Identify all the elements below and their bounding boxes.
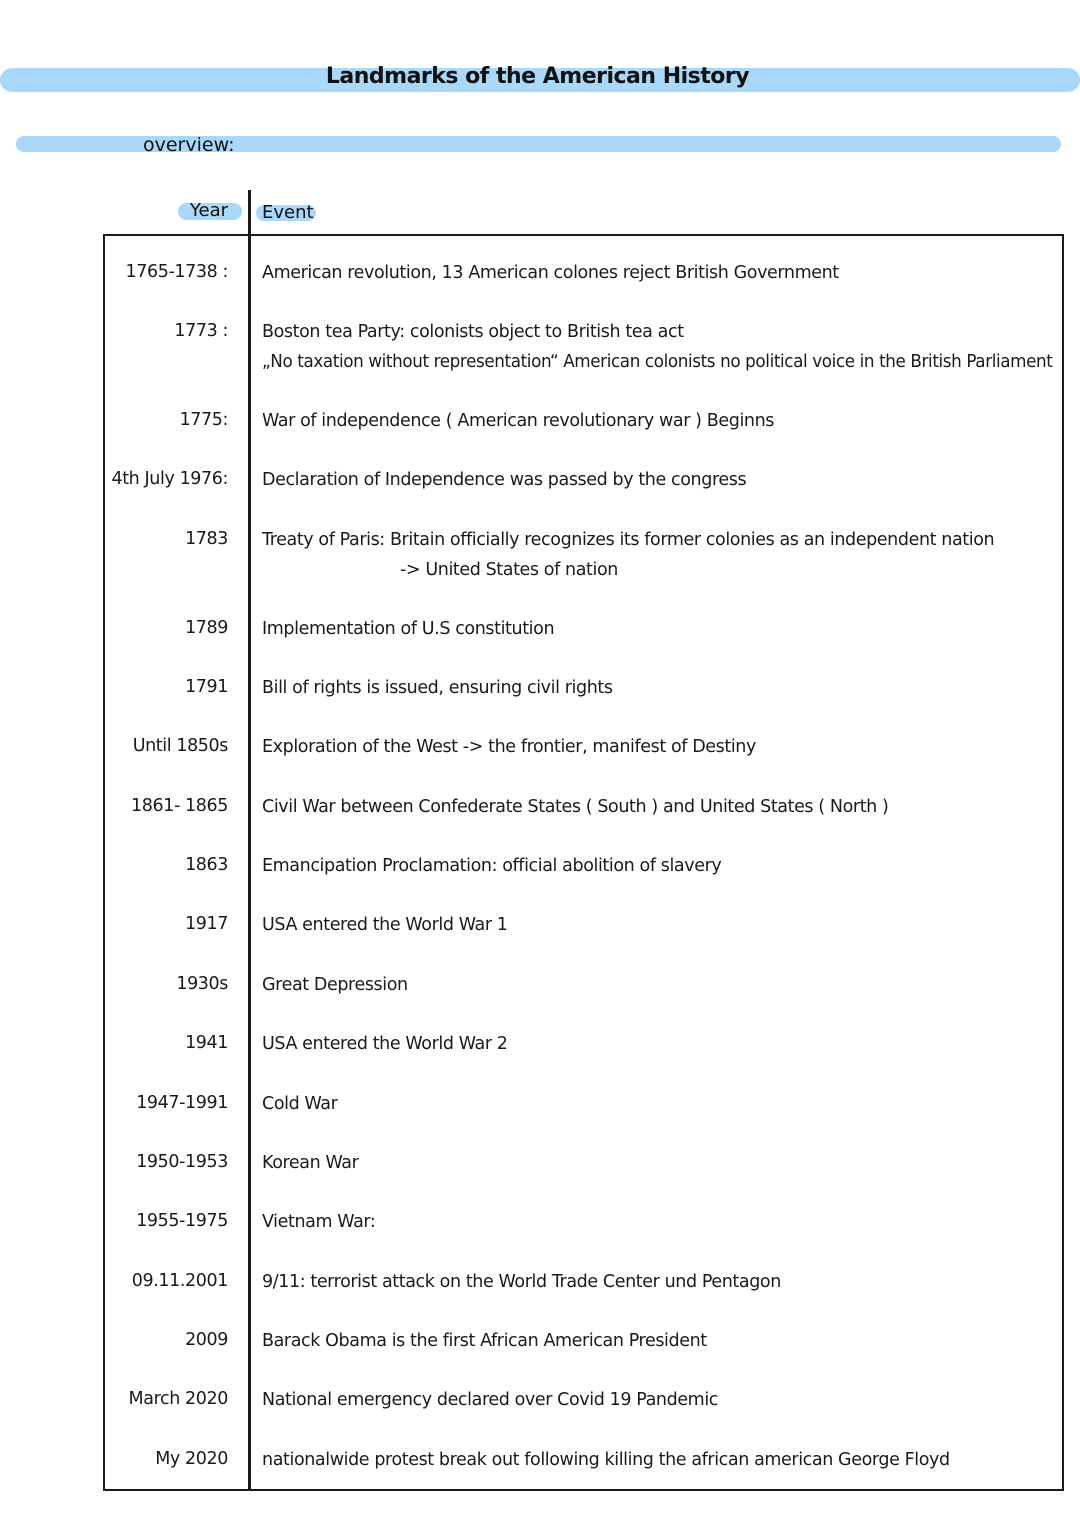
- row-year: 1775:: [179, 410, 228, 430]
- row-event: Civil War between Confederate States ( South ) and United States ( North ): [262, 797, 889, 817]
- row-year: 2009: [185, 1330, 228, 1350]
- row-year: 1863: [185, 855, 228, 875]
- row-event: USA entered the World War 2: [262, 1034, 508, 1054]
- row-event-continuation: „No taxation without representation“ American colonists no political voice in the British Parliament: [262, 352, 1053, 372]
- overview-label: overview:: [143, 134, 235, 156]
- row-event: National emergency declared over Covid 19 Pandemic: [262, 1390, 719, 1410]
- row-event: Bill of rights is issued, ensuring civil rights: [262, 678, 613, 698]
- row-event: Exploration of the West -> the frontier, manifest of Destiny: [262, 737, 756, 757]
- row-event: Emancipation Proclamation: official abolition of slavery: [262, 856, 722, 876]
- row-year: 1941: [185, 1033, 228, 1053]
- row-year: 1955-1975: [136, 1211, 228, 1231]
- row-event: Korean War: [262, 1153, 359, 1173]
- row-year: 1783: [185, 529, 228, 549]
- row-event: Cold War: [262, 1094, 338, 1114]
- row-year: 1789: [185, 618, 228, 638]
- row-event: Barack Obama is the first African American President: [262, 1331, 707, 1351]
- row-event: nationalwide protest break out following killing the african american George Floyd: [262, 1450, 950, 1470]
- row-event: War of independence ( American revolutionary war ) Beginns: [262, 411, 775, 431]
- row-event: American revolution, 13 American colones reject British Government: [262, 263, 839, 283]
- row-event: Vietnam War:: [262, 1212, 376, 1232]
- page-title: Landmarks of the American History: [325, 64, 750, 89]
- row-event-continuation: -> United States of nation: [400, 560, 618, 580]
- row-event: 9/11: terrorist attack on the World Trade Center und Pentagon: [262, 1272, 781, 1292]
- column-divider: [248, 190, 251, 1489]
- row-year: Until 1850s: [132, 736, 228, 756]
- row-year: 1773 :: [174, 321, 228, 341]
- row-year: 1947-1991: [136, 1093, 228, 1113]
- row-year: 1917: [185, 914, 228, 934]
- row-year: My 2020: [155, 1449, 228, 1469]
- row-year: 4th July 1976:: [111, 469, 228, 489]
- row-year: 1765-1738 :: [125, 262, 228, 282]
- row-year: March 2020: [128, 1389, 228, 1409]
- row-year: 09.11.2001: [131, 1271, 228, 1291]
- row-event: USA entered the World War 1: [262, 915, 508, 935]
- year-column-header: Year: [189, 200, 228, 221]
- event-column-header: Event: [262, 202, 314, 223]
- row-year: 1930s: [176, 974, 228, 994]
- row-event: Declaration of Independence was passed by the congress: [262, 470, 747, 490]
- row-year: 1950-1953: [136, 1152, 228, 1172]
- row-year: 1791: [185, 677, 228, 697]
- row-event: Boston tea Party: colonists object to British tea act: [262, 322, 684, 342]
- row-event: Treaty of Paris: Britain officially recognizes its former colonies as an independent nation: [262, 530, 995, 550]
- row-event: Implementation of U.S constitution: [262, 619, 555, 639]
- row-year: 1861- 1865: [131, 796, 228, 816]
- row-event: Great Depression: [262, 975, 408, 995]
